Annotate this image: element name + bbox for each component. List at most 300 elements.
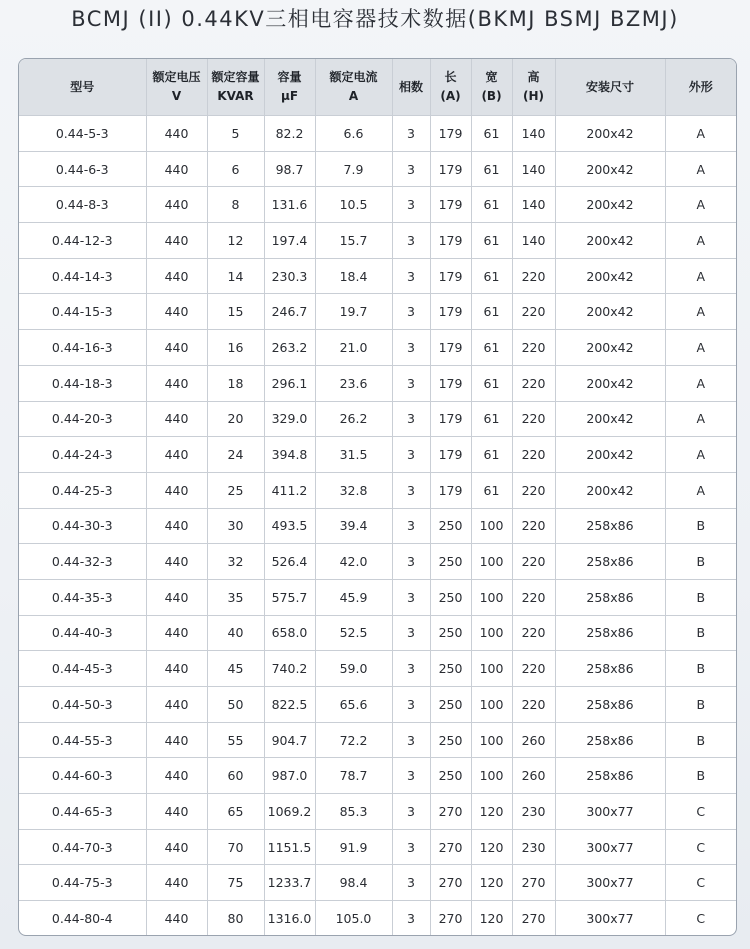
table-cell: 179 bbox=[430, 365, 471, 401]
table-cell: 98.7 bbox=[264, 151, 315, 187]
table-cell: 220 bbox=[512, 508, 555, 544]
table-row bbox=[19, 615, 736, 651]
table-cell: 440 bbox=[146, 579, 207, 615]
table-cell: 0.44-18-3 bbox=[19, 365, 146, 401]
table-cell: 179 bbox=[430, 116, 471, 152]
table-cell: 220 bbox=[512, 687, 555, 723]
table-row bbox=[19, 687, 736, 723]
table-cell: 270 bbox=[512, 901, 555, 936]
column-header-line: 高 bbox=[527, 70, 540, 84]
column-header bbox=[471, 59, 512, 116]
table-cell: 15 bbox=[207, 294, 264, 330]
column-header-line: 额定电流 bbox=[329, 70, 378, 84]
table-cell: 100 bbox=[471, 758, 512, 794]
table-cell: 42.0 bbox=[315, 544, 392, 580]
table-cell: A bbox=[665, 258, 736, 294]
table-cell: 0.44-6-3 bbox=[19, 151, 146, 187]
table-cell: 100 bbox=[471, 579, 512, 615]
table-cell: 440 bbox=[146, 330, 207, 366]
table-cell: 100 bbox=[471, 544, 512, 580]
table-cell: 440 bbox=[146, 472, 207, 508]
table-cell: 15.7 bbox=[315, 223, 392, 259]
table-cell: 440 bbox=[146, 437, 207, 473]
table-cell: 258x86 bbox=[555, 758, 665, 794]
table-cell: 0.44-70-3 bbox=[19, 829, 146, 865]
table-cell: 260 bbox=[512, 722, 555, 758]
column-header-line: V bbox=[171, 89, 182, 103]
column-header-line: 额定容量 bbox=[211, 70, 260, 84]
table-cell: 526.4 bbox=[264, 544, 315, 580]
table-cell: 394.8 bbox=[264, 437, 315, 473]
table-cell: 25 bbox=[207, 472, 264, 508]
table-cell: 61 bbox=[471, 437, 512, 473]
table-cell: 5 bbox=[207, 116, 264, 152]
table-cell: 0.44-32-3 bbox=[19, 544, 146, 580]
table-cell: 411.2 bbox=[264, 472, 315, 508]
table-cell: 98.4 bbox=[315, 865, 392, 901]
table-cell: 904.7 bbox=[264, 722, 315, 758]
table-cell: 100 bbox=[471, 615, 512, 651]
table-cell: 3 bbox=[392, 615, 430, 651]
table-cell: 179 bbox=[430, 258, 471, 294]
table-cell: 300x77 bbox=[555, 901, 665, 936]
table-cell: 0.44-65-3 bbox=[19, 794, 146, 830]
table-row bbox=[19, 758, 736, 794]
table-cell: 258x86 bbox=[555, 615, 665, 651]
table-cell: B bbox=[665, 508, 736, 544]
table-cell: B bbox=[665, 758, 736, 794]
table-cell: 140 bbox=[512, 223, 555, 259]
table-cell: 493.5 bbox=[264, 508, 315, 544]
table-cell: 0.44-20-3 bbox=[19, 401, 146, 437]
table-cell: 26.2 bbox=[315, 401, 392, 437]
table-cell: 658.0 bbox=[264, 615, 315, 651]
table-cell: 0.44-14-3 bbox=[19, 258, 146, 294]
table-cell: 80 bbox=[207, 901, 264, 936]
table-row bbox=[19, 187, 736, 223]
table-cell: 72.2 bbox=[315, 722, 392, 758]
column-header bbox=[555, 59, 665, 116]
table-cell: 0.44-55-3 bbox=[19, 722, 146, 758]
table-cell: 179 bbox=[430, 223, 471, 259]
table-cell: B bbox=[665, 722, 736, 758]
table-cell: 1316.0 bbox=[264, 901, 315, 936]
table-cell: 230 bbox=[512, 829, 555, 865]
table-cell: B bbox=[665, 579, 736, 615]
column-header bbox=[430, 59, 471, 116]
table-cell: 61 bbox=[471, 330, 512, 366]
table-cell: 75 bbox=[207, 865, 264, 901]
column-header-line: 型号 bbox=[70, 79, 95, 94]
table-cell: 3 bbox=[392, 151, 430, 187]
table-cell: 300x77 bbox=[555, 865, 665, 901]
table-cell: 0.44-45-3 bbox=[19, 651, 146, 687]
table-cell: 179 bbox=[430, 401, 471, 437]
table-cell: 100 bbox=[471, 508, 512, 544]
table-cell: 250 bbox=[430, 687, 471, 723]
table-cell: 220 bbox=[512, 365, 555, 401]
table-cell: 258x86 bbox=[555, 651, 665, 687]
table-cell: 3 bbox=[392, 365, 430, 401]
table-cell: 263.2 bbox=[264, 330, 315, 366]
column-header-line: KVAR bbox=[217, 89, 254, 103]
table-cell: 0.44-25-3 bbox=[19, 472, 146, 508]
table-cell: 220 bbox=[512, 615, 555, 651]
table-cell: 440 bbox=[146, 615, 207, 651]
table-cell: 258x86 bbox=[555, 579, 665, 615]
table-cell: 197.4 bbox=[264, 223, 315, 259]
table-cell: 246.7 bbox=[264, 294, 315, 330]
table-cell: 3 bbox=[392, 294, 430, 330]
table-cell: 440 bbox=[146, 116, 207, 152]
table-cell: 220 bbox=[512, 294, 555, 330]
table-cell: 250 bbox=[430, 508, 471, 544]
table-cell: A bbox=[665, 365, 736, 401]
table-cell: 3 bbox=[392, 794, 430, 830]
column-header-line: 相数 bbox=[398, 79, 423, 94]
table-cell: 91.9 bbox=[315, 829, 392, 865]
table-cell: A bbox=[665, 472, 736, 508]
table-cell: 440 bbox=[146, 794, 207, 830]
table-cell: 1233.7 bbox=[264, 865, 315, 901]
column-header bbox=[315, 59, 392, 116]
table-header bbox=[19, 59, 736, 116]
table-cell: 440 bbox=[146, 151, 207, 187]
table-cell: 120 bbox=[471, 865, 512, 901]
table-row bbox=[19, 651, 736, 687]
table-cell: 3 bbox=[392, 437, 430, 473]
table-cell: 179 bbox=[430, 330, 471, 366]
table-cell: 61 bbox=[471, 472, 512, 508]
spec-table bbox=[19, 59, 736, 936]
table-cell: 440 bbox=[146, 687, 207, 723]
table-cell: 3 bbox=[392, 651, 430, 687]
table-cell: 220 bbox=[512, 544, 555, 580]
table-cell: 0.44-30-3 bbox=[19, 508, 146, 544]
table-cell: 220 bbox=[512, 258, 555, 294]
table-cell: 300x77 bbox=[555, 829, 665, 865]
table-cell: 0.44-80-4 bbox=[19, 901, 146, 936]
table-cell: 200x42 bbox=[555, 330, 665, 366]
table-cell: A bbox=[665, 151, 736, 187]
table-cell: 3 bbox=[392, 472, 430, 508]
table-cell: 440 bbox=[146, 758, 207, 794]
header-row bbox=[19, 59, 736, 116]
table-cell: 440 bbox=[146, 722, 207, 758]
column-header-line: (H) bbox=[522, 89, 544, 103]
table-cell: 19.7 bbox=[315, 294, 392, 330]
table-cell: A bbox=[665, 116, 736, 152]
table-cell: 258x86 bbox=[555, 687, 665, 723]
table-cell: 230.3 bbox=[264, 258, 315, 294]
table-cell: 329.0 bbox=[264, 401, 315, 437]
table-row bbox=[19, 794, 736, 830]
table-cell: 270 bbox=[430, 794, 471, 830]
table-cell: 200x42 bbox=[555, 365, 665, 401]
table-cell: 200x42 bbox=[555, 472, 665, 508]
table-cell: 250 bbox=[430, 615, 471, 651]
table-cell: 7.9 bbox=[315, 151, 392, 187]
table-body bbox=[19, 116, 736, 936]
table-cell: 3 bbox=[392, 687, 430, 723]
table-cell: 3 bbox=[392, 722, 430, 758]
column-header-line: 容量 bbox=[277, 70, 302, 84]
table-row bbox=[19, 579, 736, 615]
table-cell: 3 bbox=[392, 758, 430, 794]
table-cell: 85.3 bbox=[315, 794, 392, 830]
table-cell: 140 bbox=[512, 187, 555, 223]
table-cell: C bbox=[665, 865, 736, 901]
column-header-line: 外形 bbox=[688, 79, 713, 94]
table-cell: 3 bbox=[392, 508, 430, 544]
table-cell: 0.44-15-3 bbox=[19, 294, 146, 330]
table-cell: 296.1 bbox=[264, 365, 315, 401]
column-header-line: (A) bbox=[440, 89, 461, 103]
table-cell: 270 bbox=[512, 865, 555, 901]
table-row bbox=[19, 722, 736, 758]
table-cell: C bbox=[696, 910, 706, 926]
table-cell: 220 bbox=[512, 472, 555, 508]
table-cell: 140 bbox=[512, 151, 555, 187]
table-cell: 30 bbox=[207, 508, 264, 544]
table-cell: 270 bbox=[430, 829, 471, 865]
table-cell: 0.44-8-3 bbox=[19, 187, 146, 223]
table-cell: 0.44-5-3 bbox=[19, 116, 146, 152]
table-row bbox=[19, 401, 736, 437]
table-cell: 3 bbox=[392, 901, 430, 936]
table-cell: 440 bbox=[146, 651, 207, 687]
table-row bbox=[19, 151, 736, 187]
column-header-line: 安装尺寸 bbox=[585, 79, 634, 94]
table-cell: 78.7 bbox=[315, 758, 392, 794]
table-cell: 440 bbox=[146, 294, 207, 330]
table-cell: 12 bbox=[207, 223, 264, 259]
table-cell: 179 bbox=[430, 437, 471, 473]
table-cell: 179 bbox=[430, 151, 471, 187]
table-cell: 16 bbox=[207, 330, 264, 366]
table-row bbox=[19, 223, 736, 259]
table-cell: 200x42 bbox=[555, 258, 665, 294]
table-cell: 23.6 bbox=[315, 365, 392, 401]
table-row bbox=[19, 829, 736, 865]
column-header bbox=[392, 59, 430, 116]
table-cell: 61 bbox=[471, 116, 512, 152]
column-header-line: 长 bbox=[444, 70, 457, 84]
table-cell: 250 bbox=[430, 651, 471, 687]
table-cell: 200x42 bbox=[555, 401, 665, 437]
column-header-line: (B) bbox=[481, 89, 502, 103]
table-cell: 179 bbox=[430, 294, 471, 330]
table-cell: 260 bbox=[512, 758, 555, 794]
table-cell: 61 bbox=[471, 223, 512, 259]
table-cell: A bbox=[665, 330, 736, 366]
table-cell: 105.0 bbox=[315, 901, 392, 936]
table-row bbox=[19, 508, 736, 544]
table-cell: 822.5 bbox=[264, 687, 315, 723]
table-cell: 440 bbox=[146, 258, 207, 294]
page-title: BCMJ (II) 0.44KV三相电容器技术数据(BKMJ BSMJ BZMJ) bbox=[71, 7, 679, 31]
table-cell: 250 bbox=[430, 722, 471, 758]
table-cell: 270 bbox=[430, 865, 471, 901]
table-cell: 220 bbox=[512, 437, 555, 473]
table-cell: 220 bbox=[512, 579, 555, 615]
table-cell: 258x86 bbox=[555, 544, 665, 580]
table-row bbox=[19, 365, 736, 401]
table-cell: 270 bbox=[430, 901, 471, 936]
table-cell: A bbox=[665, 401, 736, 437]
table-cell: 100 bbox=[471, 722, 512, 758]
table-cell: 200x42 bbox=[555, 223, 665, 259]
table-cell: 200x42 bbox=[555, 437, 665, 473]
column-header-line: A bbox=[348, 89, 359, 103]
table-cell: 0.44-12-3 bbox=[19, 223, 146, 259]
table-cell: 220 bbox=[512, 401, 555, 437]
table-cell: 575.7 bbox=[264, 579, 315, 615]
table-cell: 1151.5 bbox=[264, 829, 315, 865]
table-cell: 50 bbox=[207, 687, 264, 723]
table-cell: 300x77 bbox=[555, 794, 665, 830]
table-cell: 740.2 bbox=[264, 651, 315, 687]
table-cell: 59.0 bbox=[315, 651, 392, 687]
column-header bbox=[19, 59, 146, 116]
column-header bbox=[264, 59, 315, 116]
table-cell: 24 bbox=[207, 437, 264, 473]
table-cell: 61 bbox=[471, 187, 512, 223]
table-cell: 61 bbox=[471, 294, 512, 330]
table-cell: 0.44-75-3 bbox=[19, 865, 146, 901]
table-cell: 120 bbox=[471, 829, 512, 865]
table-cell: 6 bbox=[207, 151, 264, 187]
table-cell: 14 bbox=[207, 258, 264, 294]
table-cell: 100 bbox=[471, 687, 512, 723]
table-cell: 3 bbox=[392, 401, 430, 437]
table-cell: 0.44-50-3 bbox=[19, 687, 146, 723]
table-cell: 60 bbox=[207, 758, 264, 794]
table-cell: 21.0 bbox=[315, 330, 392, 366]
table-cell: A bbox=[665, 437, 736, 473]
table-cell: 65 bbox=[207, 794, 264, 830]
table-cell: 220 bbox=[512, 651, 555, 687]
table-cell: 440 bbox=[146, 901, 207, 936]
table-cell: A bbox=[665, 294, 736, 330]
spec-table-container bbox=[18, 58, 737, 936]
table-cell: 120 bbox=[471, 901, 512, 936]
table-row bbox=[19, 330, 736, 366]
table-cell: C bbox=[665, 829, 736, 865]
table-row bbox=[19, 544, 736, 580]
table-cell: 35 bbox=[207, 579, 264, 615]
table-cell: C bbox=[665, 794, 736, 830]
table-cell: 230 bbox=[512, 794, 555, 830]
table-cell: 61 bbox=[471, 365, 512, 401]
table-cell: 440 bbox=[146, 829, 207, 865]
table-cell: 220 bbox=[512, 330, 555, 366]
table-cell: 250 bbox=[430, 579, 471, 615]
table-cell: 140 bbox=[512, 116, 555, 152]
table-cell: 65.6 bbox=[315, 687, 392, 723]
table-cell: 3 bbox=[392, 258, 430, 294]
table-cell: 3 bbox=[392, 330, 430, 366]
table-cell: 3 bbox=[392, 116, 430, 152]
table-row bbox=[19, 901, 736, 936]
column-header bbox=[207, 59, 264, 116]
table-cell: 987.0 bbox=[264, 758, 315, 794]
table-cell: 3 bbox=[392, 223, 430, 259]
table-cell: 82.2 bbox=[264, 116, 315, 152]
column-header bbox=[146, 59, 207, 116]
table-cell: B bbox=[665, 615, 736, 651]
table-cell: 131.6 bbox=[264, 187, 315, 223]
table-cell: 39.4 bbox=[315, 508, 392, 544]
table-cell: 0.44-60-3 bbox=[19, 758, 146, 794]
table-cell: 440 bbox=[146, 401, 207, 437]
table-cell: 70 bbox=[207, 829, 264, 865]
table-cell: 179 bbox=[430, 187, 471, 223]
table-cell: 100 bbox=[471, 651, 512, 687]
table-row bbox=[19, 258, 736, 294]
table-cell: 20 bbox=[207, 401, 264, 437]
table-cell: 250 bbox=[430, 544, 471, 580]
table-cell: 3 bbox=[392, 865, 430, 901]
table-cell: 6.6 bbox=[315, 116, 392, 152]
table-cell: 8 bbox=[207, 187, 264, 223]
table-cell: 0.44-24-3 bbox=[19, 437, 146, 473]
table-cell: A bbox=[665, 223, 736, 259]
table-cell: 31.5 bbox=[315, 437, 392, 473]
table-cell: 200x42 bbox=[555, 151, 665, 187]
table-cell: 258x86 bbox=[555, 722, 665, 758]
table-row bbox=[19, 865, 736, 901]
table-cell: 440 bbox=[146, 187, 207, 223]
table-cell: 40 bbox=[207, 615, 264, 651]
table-cell: A bbox=[665, 187, 736, 223]
table-cell: 3 bbox=[392, 579, 430, 615]
table-cell: 32 bbox=[207, 544, 264, 580]
table-cell: 3 bbox=[392, 829, 430, 865]
table-cell: 0.44-35-3 bbox=[19, 579, 146, 615]
column-header-line: μF bbox=[280, 89, 299, 103]
table-cell: 18.4 bbox=[315, 258, 392, 294]
table-cell: 120 bbox=[471, 794, 512, 830]
table-cell: 3 bbox=[392, 544, 430, 580]
table-cell: 61 bbox=[471, 258, 512, 294]
table-cell: 45 bbox=[207, 651, 264, 687]
table-row bbox=[19, 437, 736, 473]
table-cell: 440 bbox=[146, 223, 207, 259]
table-cell: 45.9 bbox=[315, 579, 392, 615]
table-cell: 32.8 bbox=[315, 472, 392, 508]
table-cell: 440 bbox=[146, 508, 207, 544]
table-cell: B bbox=[665, 687, 736, 723]
table-row bbox=[19, 294, 736, 330]
table-cell: 55 bbox=[207, 722, 264, 758]
table-cell: 258x86 bbox=[555, 508, 665, 544]
column-header-line: 额定电压 bbox=[152, 70, 201, 84]
column-header-line: 宽 bbox=[485, 70, 498, 84]
table-row bbox=[19, 116, 736, 152]
table-cell: 18 bbox=[207, 365, 264, 401]
table-cell: 200x42 bbox=[555, 116, 665, 152]
table-cell: 61 bbox=[471, 401, 512, 437]
table-cell: 1069.2 bbox=[264, 794, 315, 830]
table-cell: 440 bbox=[146, 544, 207, 580]
column-header bbox=[665, 59, 736, 116]
table-cell: 179 bbox=[430, 472, 471, 508]
table-cell: 52.5 bbox=[315, 615, 392, 651]
table-cell: 0.44-16-3 bbox=[19, 330, 146, 366]
table-cell: 10.5 bbox=[315, 187, 392, 223]
table-cell: 200x42 bbox=[555, 294, 665, 330]
